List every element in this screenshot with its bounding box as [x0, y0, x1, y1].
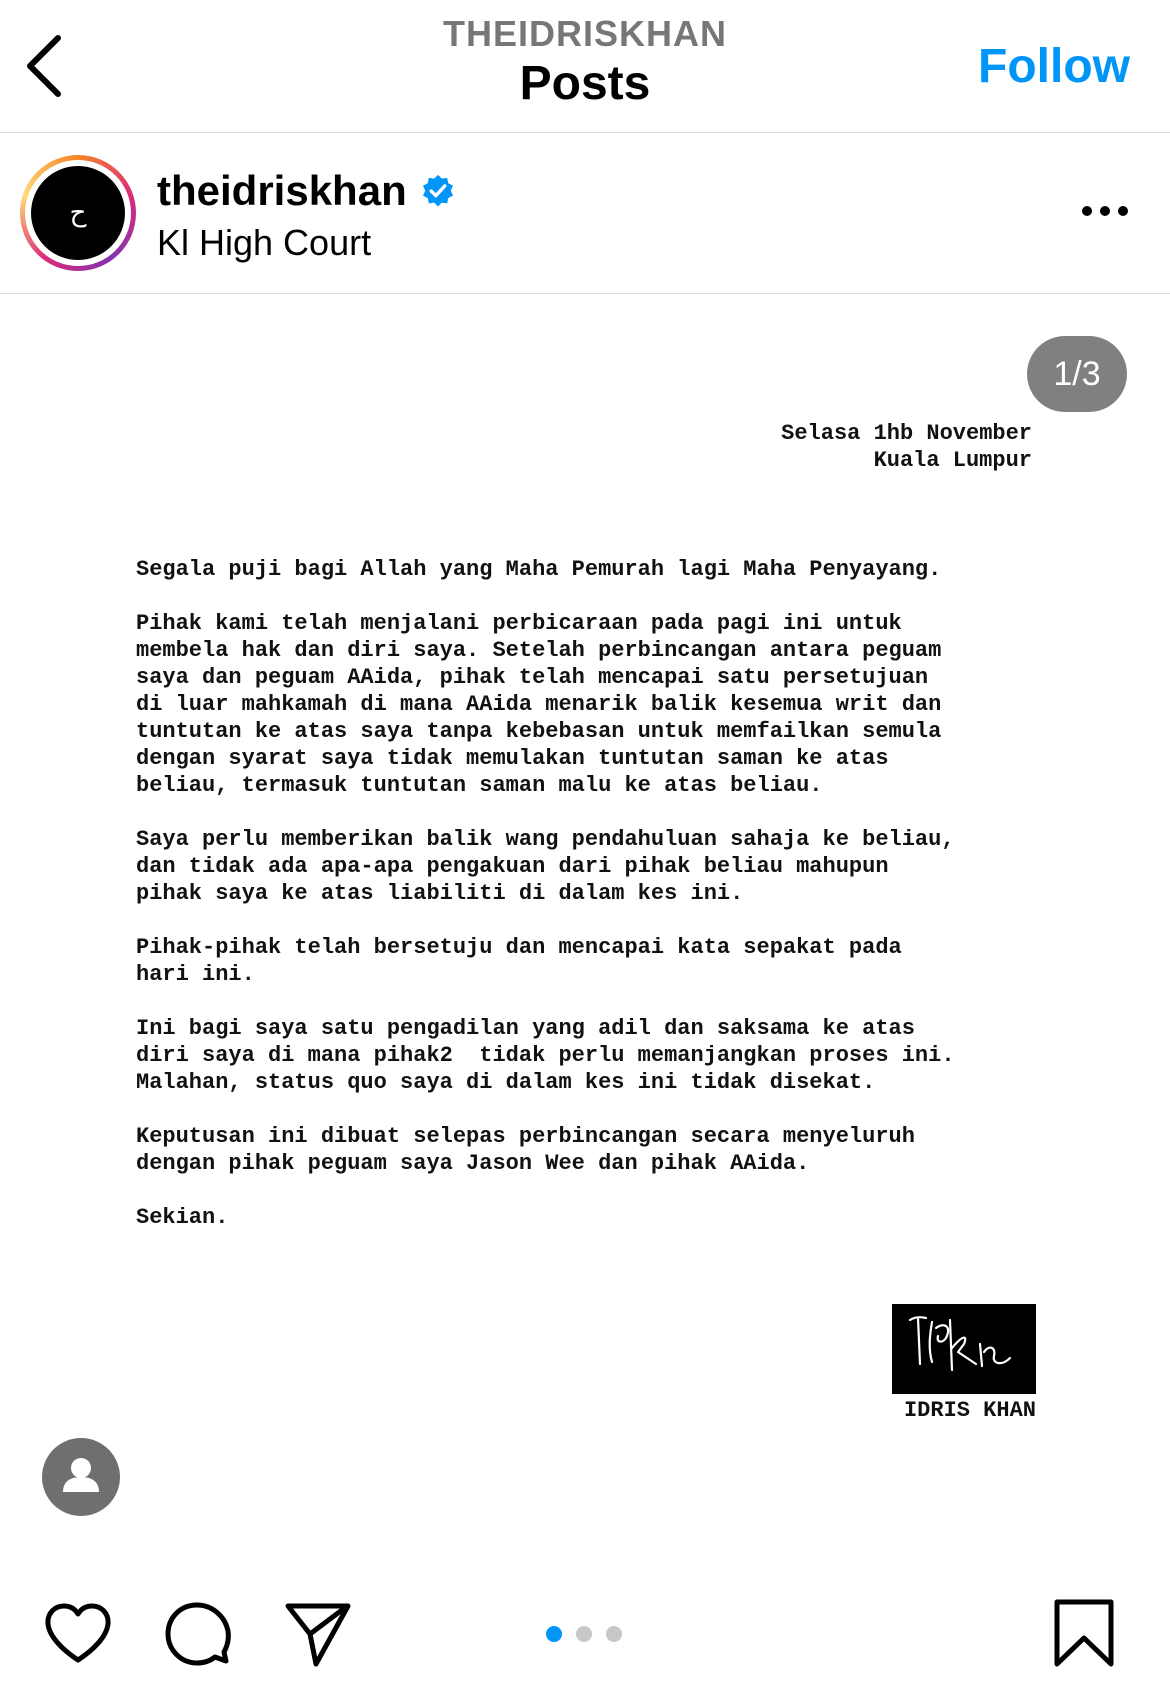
letter-paragraph: Ini bagi saya satu pengadilan yang adil dan saksama ke atas diri saya di mana pihak2 tidak perlu memanjangkan proses ini. Malahan, status quo saya di dalam kes ini tidak disekat. — [136, 1016, 955, 1095]
tagged-users-button[interactable] — [42, 1438, 120, 1516]
post-header — [0, 133, 1170, 294]
handwritten-signature — [892, 1304, 1036, 1394]
page-title: Posts — [519, 57, 651, 110]
share-button[interactable] — [282, 1598, 354, 1670]
avatar-story-ring[interactable] — [20, 155, 136, 271]
username-row — [157, 167, 455, 215]
letter-paragraph: Segala puji bagi Allah yang Maha Pemurah lagi Maha Penyayang. — [136, 557, 942, 582]
carousel-page-counter: 1/3 — [1027, 336, 1127, 412]
comment-icon — [162, 1598, 234, 1670]
post-action-bar — [0, 1576, 1170, 1676]
account-label: THEIDRISKHAN — [442, 13, 727, 54]
carousel-dot — [576, 1626, 592, 1642]
more-options-button[interactable] — [1080, 191, 1130, 231]
post-image[interactable] — [0, 294, 1170, 1534]
letter-paragraph: Sekian. — [136, 1205, 229, 1230]
like-button[interactable] — [42, 1598, 114, 1670]
verified-badge-icon — [421, 174, 455, 208]
letter-place: Kuala Lumpur — [873, 448, 1032, 473]
carousel-indicator — [546, 1626, 622, 1642]
carousel-dot-active — [546, 1626, 562, 1642]
follow-button[interactable]: Follow — [978, 40, 1130, 93]
letter-paragraph: Pihak kami telah menjalani perbicaraan pada pagi ini untuk membela hak dan diri saya. Setelah perbincangan antara peguam saya dan peguam AAida, pihak telah mencapai satu persetujuan di luar mahkamah di mana AAida menarik balik kesemua writ dan tuntutan ke atas saya tanpa kebebasan untuk memfailkan semula dengan syarat saya tidak memulakan tuntutan saman ke atas beliau, termasuk tuntutan saman malu ke atas beliau. — [136, 611, 942, 798]
avatar-ring-gap — [25, 160, 131, 266]
user-tag-icon — [42, 1438, 120, 1516]
letter-paragraph: Pihak-pihak telah bersetuju dan mencapai kata sepakat pada hari ini. — [136, 935, 902, 987]
bookmark-icon — [1048, 1598, 1120, 1670]
username-link[interactable]: theidriskhan — [157, 167, 407, 214]
comment-button[interactable] — [162, 1598, 234, 1670]
letter-date-block — [781, 420, 1032, 474]
avatar: ح — [31, 166, 125, 260]
heart-icon — [42, 1598, 114, 1670]
paper-plane-icon — [282, 1598, 354, 1670]
letter-paragraph: Keputusan ini dibuat selepas perbincangan secara menyeluruh dengan pihak peguam saya Jason Wee dan pihak AAida. — [136, 1124, 915, 1176]
signature-name: IDRIS KHAN — [903, 1398, 1036, 1423]
more-horizontal-icon — [1080, 191, 1130, 231]
letter-date: Selasa 1hb November — [781, 421, 1032, 446]
location-link[interactable]: Kl High Court — [157, 222, 372, 263]
save-button[interactable] — [1048, 1598, 1118, 1670]
top-navigation-bar — [0, 0, 1170, 133]
signature-image — [892, 1304, 1036, 1394]
letter-body — [136, 556, 1036, 1258]
letter-paragraph: Saya perlu memberikan balik wang pendahuluan sahaja ke beliau, dan tidak ada apa-apa pengakuan dari pihak beliau mahupun pihak saya ke atas liabiliti di dalam kes ini. — [136, 827, 955, 906]
carousel-dot — [606, 1626, 622, 1642]
